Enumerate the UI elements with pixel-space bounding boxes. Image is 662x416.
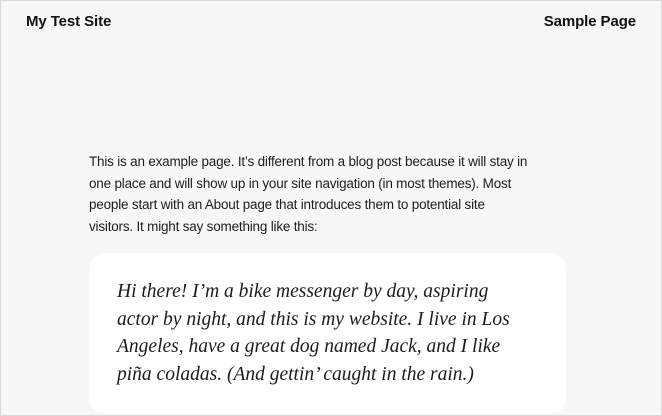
intro-paragraph <box>89 151 527 237</box>
nav-link-sample-page[interactable]: Sample Page <box>543 13 636 30</box>
paragraph-line: visitors. It might say something like this: <box>89 218 318 234</box>
site-title-link[interactable]: My Test Site <box>26 13 112 30</box>
paragraph-line: This is an example page. It’s different from a blog post because it will stay in <box>89 154 528 169</box>
quote-text <box>89 253 566 413</box>
site-header <box>26 12 636 32</box>
quote-line: Angeles, have a great dog named Jack, and I like <box>117 336 501 357</box>
paragraph-line: one place and will show up in your site navigation (in most themes). Most <box>89 175 512 191</box>
quote-line: actor by night, and this is my website. I live in Los <box>117 308 510 330</box>
paragraph-line: people start with an About page that introduces them to potential site <box>89 197 485 212</box>
quote-line: piña coladas. (And gettin’ caught in the rain.) <box>117 363 474 385</box>
quote-line: Hi there! I’m a bike messenger by day, aspiring <box>117 281 489 302</box>
quote-card <box>89 253 566 414</box>
